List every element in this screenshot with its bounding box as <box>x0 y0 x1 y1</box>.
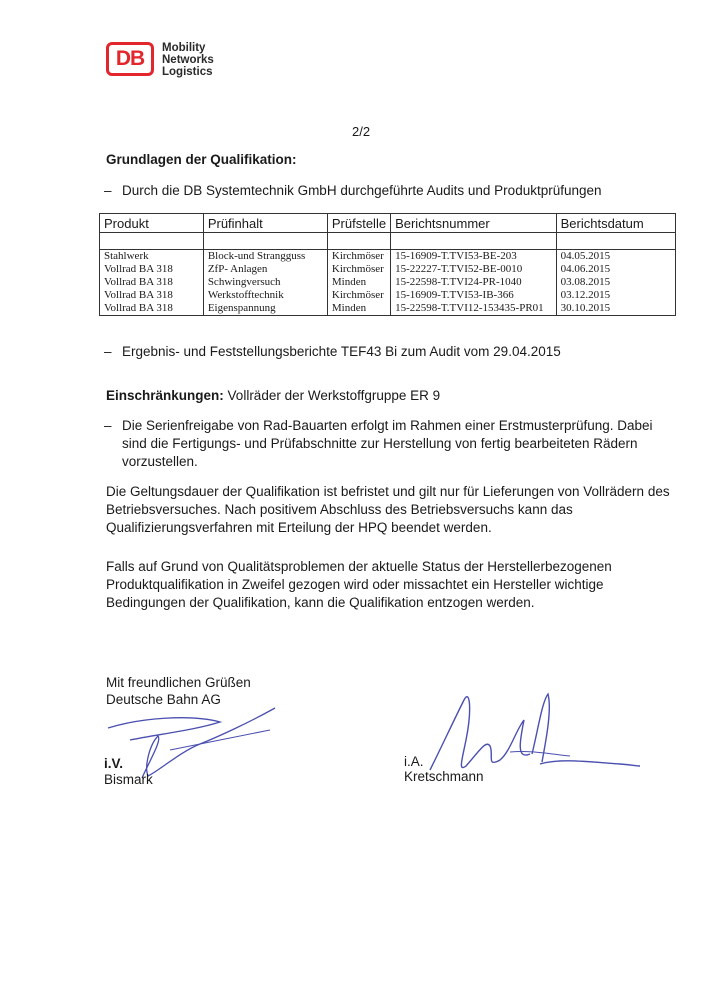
cell-produkt: Stahlwerk <box>100 250 204 264</box>
cell-produkt: Vollrad BA 318 <box>100 263 204 276</box>
logo-line-mobility: Mobility <box>162 42 206 54</box>
closing-company: Deutsche Bahn AG <box>106 692 221 707</box>
section-title: Grundlagen der Qualifikation: <box>106 152 297 167</box>
signatory-2-prefix: i.A. <box>404 754 424 769</box>
cell-berichtsnummer: 15-22598-T.TVI24-PR-1040 <box>391 276 557 289</box>
col-header-pruefstelle: Prüfstelle <box>327 214 390 233</box>
cell-produkt: Vollrad BA 318 <box>100 289 204 302</box>
cell-berichtsdatum: 04.05.2015 <box>556 250 675 264</box>
signatory-2-name: Kretschmann <box>404 769 484 784</box>
col-header-produkt: Produkt <box>100 214 204 233</box>
table-row <box>100 263 676 276</box>
table-row <box>100 289 676 302</box>
bullet-dash-icon: – <box>104 183 112 198</box>
signatory-1-name: Bismark <box>104 772 153 787</box>
table-row <box>100 250 676 264</box>
cell-pruefstelle: Kirchmöser <box>327 289 390 302</box>
cell-pruefstelle: Minden <box>327 276 390 289</box>
bullet-dash-icon: – <box>104 344 112 359</box>
paragraph-withdrawal: Falls auf Grund von Qualitätsproblemen der aktuelle Status der Herstellerbezogenen Produktqualifikation in Zweifel gezogen wird oder missachtet ein Hersteller wichtige Bedingungen der Qualifikation, kann die Qualifikation entzogen werden. <box>106 559 612 610</box>
cell-berichtsdatum: 04.06.2015 <box>556 263 675 276</box>
page-number: 2/2 <box>352 124 371 139</box>
cell-pruefinhalt: Eigenspannung <box>203 302 327 316</box>
table-header-row <box>100 214 676 233</box>
cell-berichtsdatum: 03.08.2015 <box>556 276 675 289</box>
col-header-pruefinhalt: Prüfinhalt <box>203 214 327 233</box>
cell-berichtsdatum: 30.10.2015 <box>556 302 675 316</box>
table-row <box>100 302 676 316</box>
table-row <box>100 276 676 289</box>
cell-pruefinhalt: Werkstofftechnik <box>203 289 327 302</box>
bullet-dash-icon: – <box>104 418 112 433</box>
logo-tagline <box>162 42 214 78</box>
audit-table <box>99 213 676 316</box>
cell-berichtsnummer: 15-16909-T.TVI53-IB-366 <box>391 289 557 302</box>
result-bullet: Ergebnis- und Feststellungsberichte TEF43 Bi zum Audit vom 29.04.2015 <box>122 344 561 359</box>
intro-bullet: Durch die DB Systemtechnik GmbH durchgeführte Audits und Produktprüfungen <box>122 183 602 198</box>
cell-berichtsnummer: 15-22227-T.TVI52-BE-0010 <box>391 263 557 276</box>
logo-line-logistics: Logistics <box>162 66 213 78</box>
logo-line-networks: Networks <box>162 54 214 66</box>
table-spacer-row <box>100 233 676 250</box>
cell-berichtsnummer: 15-22598-T.TVI12-153435-PR01 <box>391 302 557 316</box>
signatory-1-prefix: i.V. <box>104 756 124 771</box>
closing-greeting: Mit freundlichen Grüßen <box>106 675 251 690</box>
paragraph-validity: Die Geltungsdauer der Qualifikation ist befristet und gilt nur für Lieferungen von Vollrädern des Betriebsversuches. Nach positivem Abschluss des Betriebsversuchs kann das Qualifizierungsverfahren mit Erteilung der HPQ beendet werden. <box>106 484 670 535</box>
cell-pruefinhalt: ZfP- Anlagen <box>203 263 327 276</box>
cell-produkt: Vollrad BA 318 <box>100 276 204 289</box>
restriction-bullet: Die Serienfreigabe von Rad-Bauarten erfolgt im Rahmen einer Erstmusterprüfung. Dabei sind die Fertigungs- und Prüfabschnitte zur Herstellung von fertig bearbeiteten Rädern vorzustellen. <box>122 418 653 469</box>
cell-pruefstelle: Kirchmöser <box>327 250 390 264</box>
cell-pruefstelle: Kirchmöser <box>327 263 390 276</box>
col-header-berichtsnummer: Berichtsnummer <box>391 214 557 233</box>
restrictions-line <box>106 387 440 405</box>
restrictions-text: Vollräder der Werkstoffgruppe ER 9 <box>227 388 441 403</box>
db-logo-mark: DB <box>106 42 154 76</box>
cell-pruefinhalt: Block-und Strangguss <box>203 250 327 264</box>
col-header-berichtsdatum: Berichtsdatum <box>556 214 675 233</box>
cell-pruefinhalt: Schwingversuch <box>203 276 327 289</box>
restrictions-label: Einschränkungen: <box>106 388 224 403</box>
cell-berichtsdatum: 03.12.2015 <box>556 289 675 302</box>
cell-pruefstelle: Minden <box>327 302 390 316</box>
cell-produkt: Vollrad BA 318 <box>100 302 204 316</box>
cell-berichtsnummer: 15-16909-T.TVI53-BE-203 <box>391 250 557 264</box>
